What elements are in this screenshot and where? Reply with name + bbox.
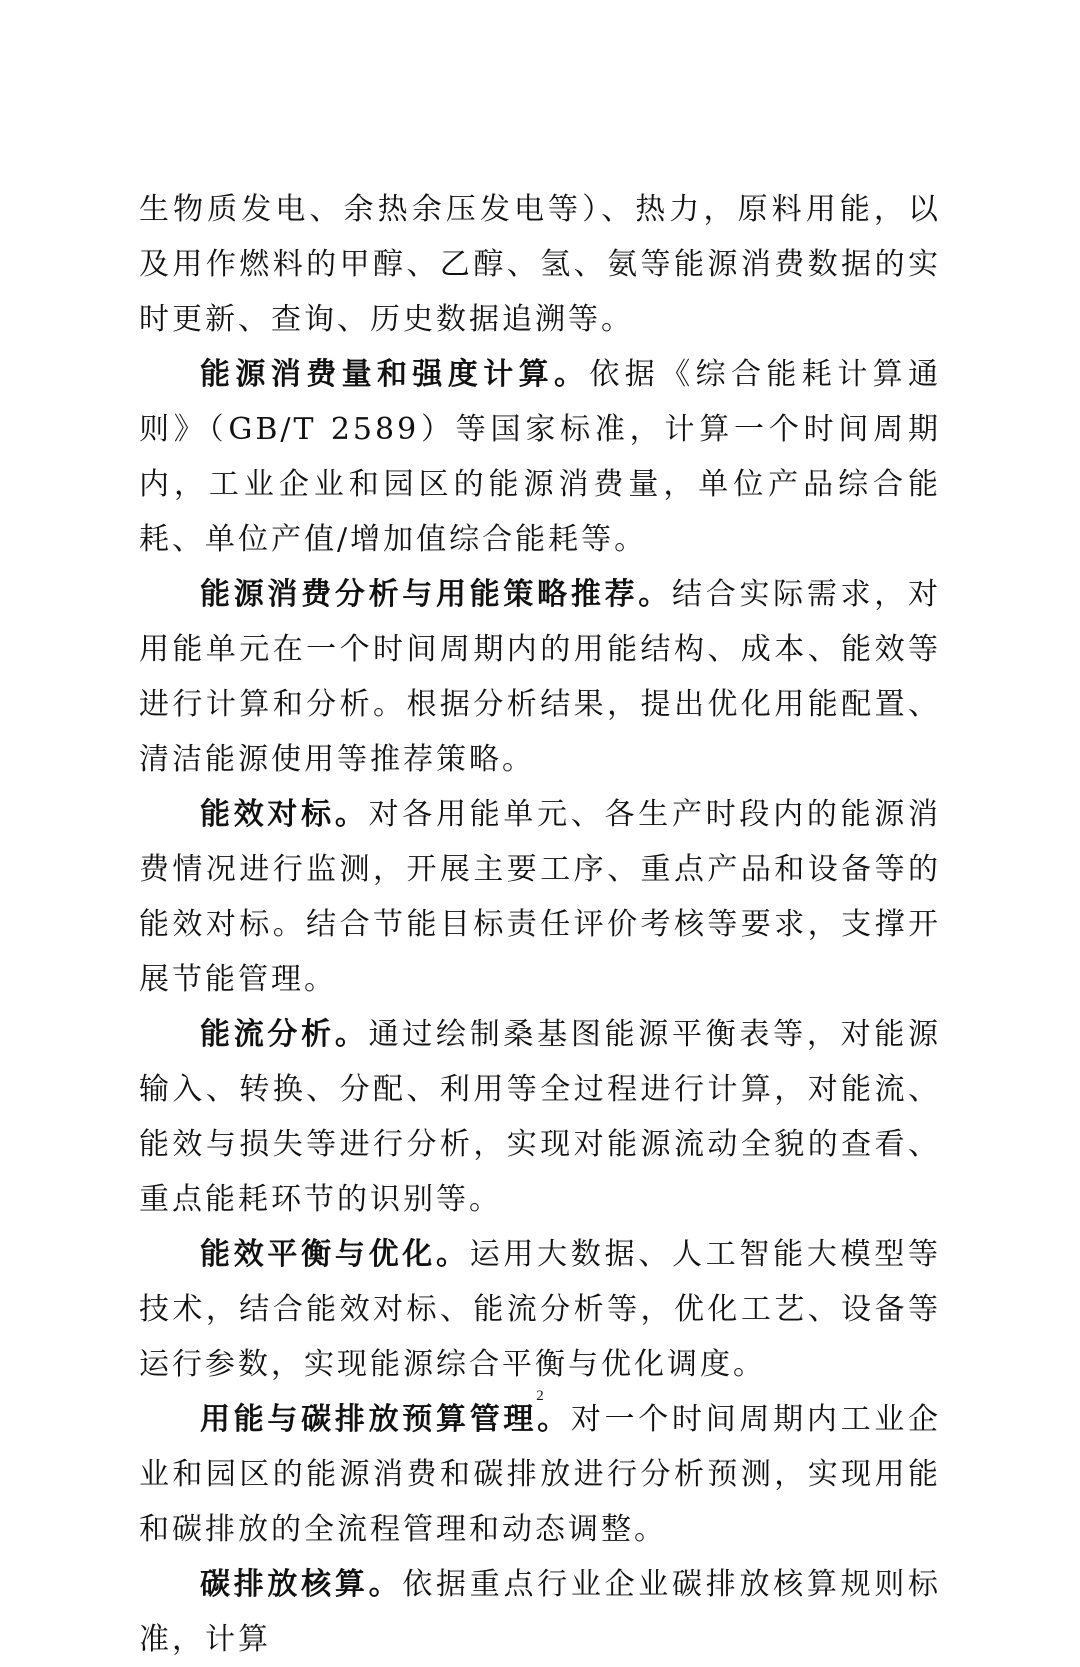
paragraph-text: 对各用能单元、各生产时段内的能源消费情况进行监测，开展主要工序、重点产品和设备等的能效对标。结合节能目标责任评价考核等要求，支撑开展节能管理。 [139, 797, 942, 997]
paragraph-text: 依据《综合能耗计算通则》（GB/T 2589）等国家标准，计算一个时间周期内，工业企业和园区的能源消费量，单位产品综合能耗、单位产值/增加值综合能耗等。 [139, 357, 942, 557]
paragraph-text: 生物质发电、余热余压发电等）、热力，原料用能，以及用作燃料的甲醇、乙醇、氢、氨等能源消费数据的实时更新、查询、历史数据追溯等。 [139, 192, 941, 337]
paragraph-efficiency-benchmarking [139, 787, 941, 1007]
paragraph-text: 依据重点行业企业碳排放核算规则标准，计算 [139, 1567, 942, 1657]
page-number: 2 [536, 1388, 544, 1404]
paragraph-budget-management [139, 1392, 941, 1557]
paragraph-text: 对一个时间周期内工业企业和园区的能源消费和碳排放进行分析预测，实现用能和碳排放的全流程管理和动态调整。 [139, 1402, 942, 1547]
paragraph-energy-flow-analysis [139, 1007, 941, 1227]
paragraph-text: 通过绘制桑基图能源平衡表等，对能源输入、转换、分配、利用等全过程进行计算，对能流、能效与损失等进行分析，实现对能源流动全貌的查看、重点能耗环节的识别等。 [139, 1017, 942, 1217]
paragraph-heading: 能流分析。 [200, 1017, 369, 1052]
paragraph-continuation [139, 182, 941, 347]
paragraph-carbon-accounting [139, 1557, 941, 1667]
paragraph-efficiency-balance [139, 1227, 941, 1392]
paragraph-text: 结合实际需求，对用能单元在一个时间周期内的用能结构、成本、能效等进行计算和分析。根据分析结果，提出优化用能配置、清洁能源使用等推荐策略。 [139, 577, 941, 777]
paragraph-heading: 能源消费量和强度计算。 [200, 357, 590, 392]
paragraph-heading: 能源消费分析与用能策略推荐。 [200, 577, 672, 612]
paragraph-energy-consumption-calculation [139, 347, 941, 567]
body-text [139, 182, 941, 1667]
paragraph-text: 运用大数据、人工智能大模型等技术，结合能效对标、能流分析等，优化工艺、设备等运行参数，实现能源综合平衡与优化调度。 [139, 1237, 942, 1382]
paragraph-heading: 能效对标。 [200, 797, 369, 832]
paragraph-heading: 用能与碳排放预算管理。 [200, 1402, 571, 1437]
paragraph-heading: 碳排放核算。 [200, 1567, 403, 1602]
paragraph-consumption-analysis [139, 567, 941, 787]
paragraph-heading: 能效平衡与优化。 [200, 1237, 470, 1272]
